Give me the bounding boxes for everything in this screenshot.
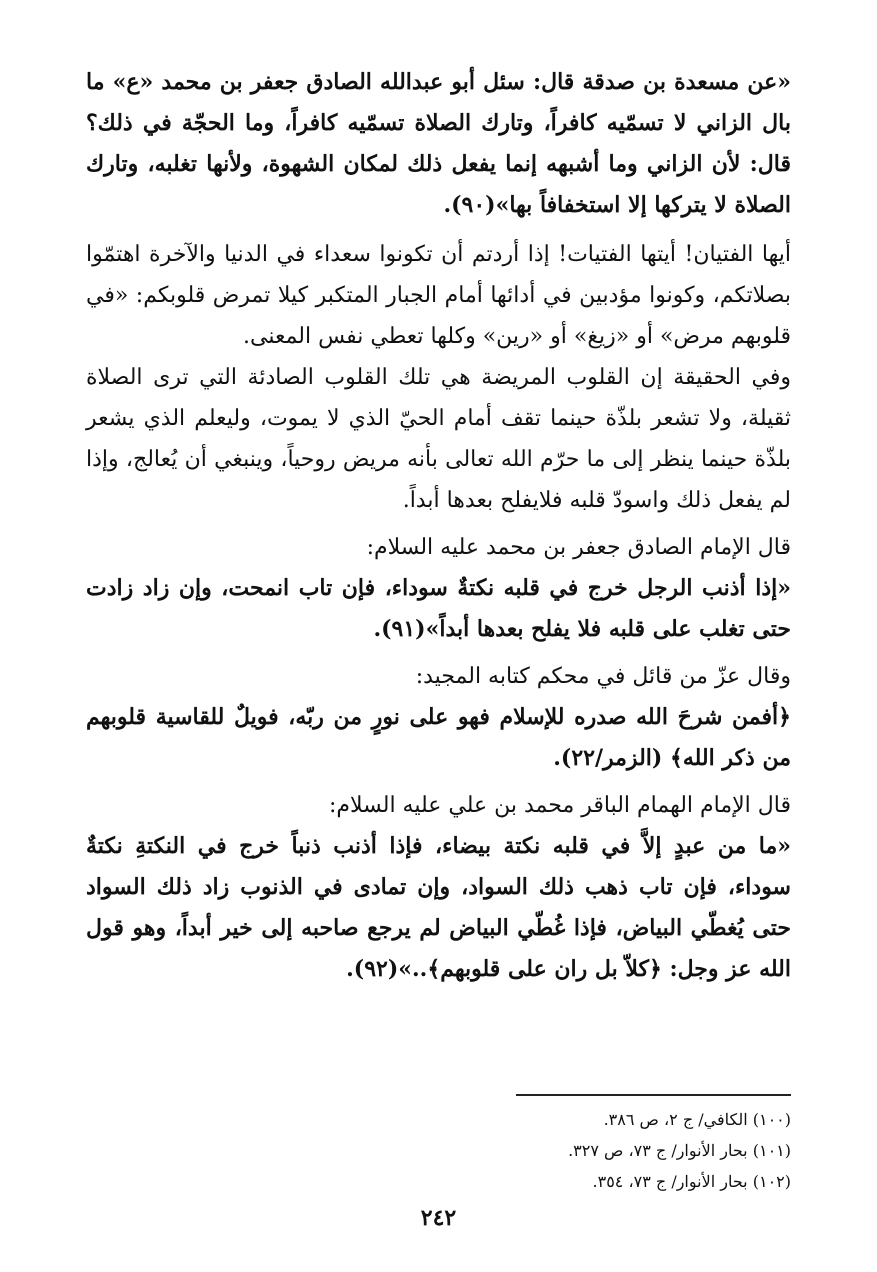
footnote-divider bbox=[516, 1094, 791, 1096]
quran-verse: ﴿أفمن شرحَ الله صدره للإسلام فهو على نورٍ من ربّه، فويلٌ للقاسية قلوبهم من ذكر الله﴾ (الزمر/٢٢). bbox=[86, 704, 791, 771]
footnote: (١٠٠) الكافي/ ج ٢، ص ٣٨٦. bbox=[603, 1110, 791, 1129]
quote-intro: وقال عزّ من قائل في محكم كتابه المجيد: bbox=[415, 664, 791, 689]
footnote: (١٠٢) بحار الأنوار/ ج ٧٣، ٣٥٤. bbox=[592, 1172, 791, 1191]
footnote: (١٠١) بحار الأنوار/ ج ٧٣، ص ٣٢٧. bbox=[568, 1141, 791, 1160]
hadith-paragraph: «ما من عبدٍ إلاَّ في قلبه نكتة بيضاء، فإذا أذنب ذنباً خرج في النكتةِ نكتةٌ سوداء، فإن تاب ذهب ذلك السواد، وإن تمادى في الذنوب زاد ذلك السواد حتى يُغطّي البياض، فإذا غُطّي البياض لم يرجع صاحبه إلى خير أبداً، وهو قول الله عز وجل: ﴿كلاّ بل ران على قلوبهم﴾..»(٩٢). bbox=[86, 833, 791, 982]
hadith-paragraph: «إذا أذنب الرجل خرج في قلبه نكتةٌ سوداء، فإن تاب انمحت، وإن زاد زادت حتى تغلب على قلبه فلا يفلح بعدها أبداً»(٩١). bbox=[86, 575, 791, 642]
body-paragraph: أيها الفتيان! أيتها الفتيات! إذا أردتم أن تكونوا سعداء في الدنيا والآخرة اهتمّوا بصلاتكم، وكونوا مؤدبين في أدائها أمام الجبار المتكبر كيلا تمرض قلوبكم: «في قلوبهم مرض» أو «زيغ» أو «رين» وكلها تعطي نفس المعنى. bbox=[86, 242, 791, 349]
body-paragraph: وفي الحقيقة إن القلوب المريضة هي تلك القلوب الصادئة التي ترى الصلاة ثقيلة، ولا تشعر بلذّة حينما تقف أمام الحيّ الذي لا يموت، وليعلم الذي يشعر بلذّة حينما ينظر إلى ما حرّم الله تعالى بأنه مريض روحياً، وينبغي أن يُعالج، وإذا لم يفعل ذلك واسودّ قلبه فلايفلح بعدها أبداً. bbox=[86, 365, 791, 513]
quote-intro: قال الإمام الهمام الباقر محمد بن علي عليه السلام: bbox=[328, 793, 791, 818]
hadith-paragraph: «عن مسعدة بن صدقة قال: سئل أبو عبدالله الصادق جعفر بن محمد «ع» ما بال الزاني لا تسمّيه كافراً، وتارك الصلاة تسمّيه كافراً، وما الحجّة في ذلك؟ قال: لأن الزاني وما أشبهه إنما يفعل ذلك لمكان الشهوة، ولأنها تغلبه، وتارك الصلاة لا يتركها إلا استخفافاً بها»(٩٠). bbox=[86, 69, 791, 218]
quote-intro: قال الإمام الصادق جعفر بن محمد عليه السلام: bbox=[366, 535, 791, 560]
page-number: ٢٤٢ bbox=[420, 1205, 457, 1231]
footnotes bbox=[86, 1104, 791, 1197]
